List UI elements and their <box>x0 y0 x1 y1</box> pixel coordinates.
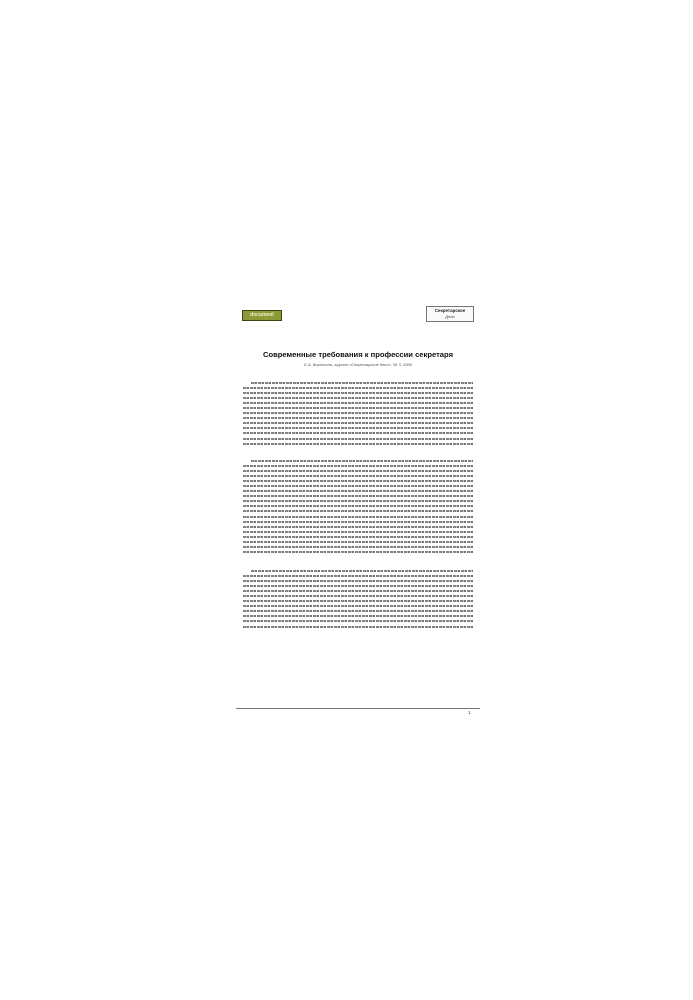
journal-logo-line1: Секретарское <box>434 308 466 313</box>
document-logo-text: document <box>250 312 274 318</box>
document-logo <box>242 310 282 321</box>
document-page <box>236 298 480 718</box>
text-line <box>243 446 370 451</box>
footer-divider <box>236 708 480 709</box>
article-title: Современные требования к профессии секретаря <box>262 350 454 359</box>
article-authors: Е.А. Воротина, журнал «Секретарское дело», № 3, 2006 <box>304 362 412 367</box>
page-number: 1 <box>468 710 471 715</box>
secretary-journal-logo <box>426 306 474 322</box>
body-paragraph-1 <box>243 380 473 451</box>
text-line <box>243 629 284 634</box>
journal-logo-line2: Дело <box>445 314 455 319</box>
body-paragraph-2 <box>243 458 473 560</box>
body-paragraph-3 <box>243 568 473 634</box>
text-line <box>243 555 353 560</box>
